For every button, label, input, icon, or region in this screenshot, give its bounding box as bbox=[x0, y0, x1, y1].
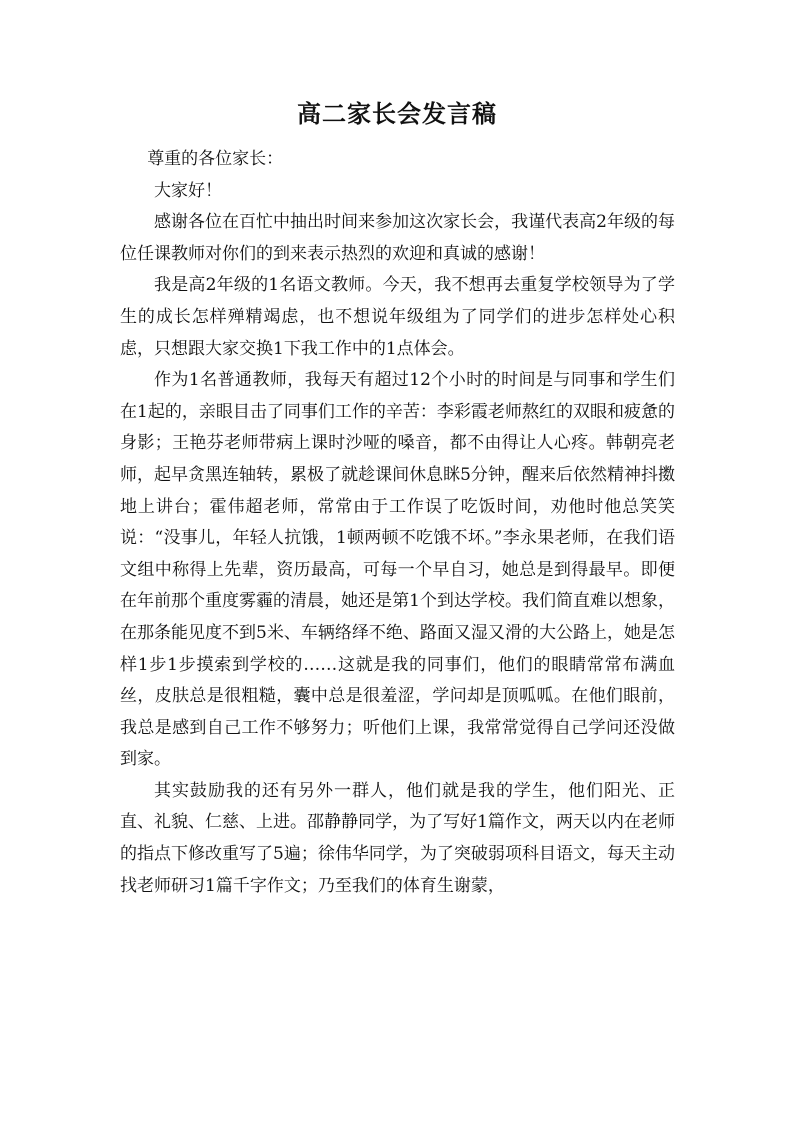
greeting: 大家好！ bbox=[154, 180, 222, 201]
document-title: 高二家长会发言稿 bbox=[297, 99, 497, 128]
paragraph-introduction: 我是高2年级的1名语文教师。今天，我不想再去重复学校领导为了学生的成长怎样殚精竭虑，也不想说年级组为了同学们的进步怎样处心积虑，只想跟大家交换1下我工作中的1点体会。 bbox=[120, 275, 675, 359]
paragraph-colleagues: 作为1名普通教师，我每天有超过12个小时的时间是与同事和学生们在1起的，亲眼目击了同事们工作的辛苦：李彩霞老师熬红的双眼和疲惫的身影；王艳芬老师带病上课时沙哑的嗓音，都不由得让人心疼。韩朝亮老师，起早贪黑连轴转，累极了就趁课间休息眯5分钟，醒来后依然精神抖擞地上讲台；霍伟超老师，常常由于工作误了吃饭时间，劝他时他总笑笑说：“没事儿，年轻人抗饿，1顿两顿不吃饿不坏。”李永果老师，在我们语文组中称得上先辈，资历最高，可每一个早自习，她总是到得最早。即便在年前那个重度雾霾的清晨，她还是第1个到达学校。我们简直难以想象，在那条能见度不到5米、车辆络绎不绝、路面又湿又滑的大公路上，她是怎样1步1步摸索到学校的……这就是我的同事们，他们的眼睛常常布满血丝，皮肤总是很粗糙，囊中总是很羞涩，学问却是顶呱呱。在他们眼前，我总是感到自己工作不够努力；听他们上课，我常常觉得自己学问还没做到家。 bbox=[120, 370, 675, 770]
paragraph-thanks: 感谢各位在百忙中抽出时间来参加这次家长会，我谨代表高2年级的每位任课教师对你们的到来表示热烈的欢迎和真诚的感谢！ bbox=[120, 212, 675, 264]
paragraph-students: 其实鼓励我的还有另外一群人，他们就是我的学生，他们阳光、正直、礼貌、仁慈、上进。邵静静同学，为了写好1篇作文，两天以内在老师的指点下修改重写了5遍；徐伟华同学，为了突破弱项科目语文，每天主动找老师研习1篇千字作文；乃至我们的体育生谢蒙， bbox=[120, 780, 675, 896]
salutation: 尊重的各位家长： bbox=[147, 149, 284, 169]
document-body bbox=[120, 144, 675, 902]
